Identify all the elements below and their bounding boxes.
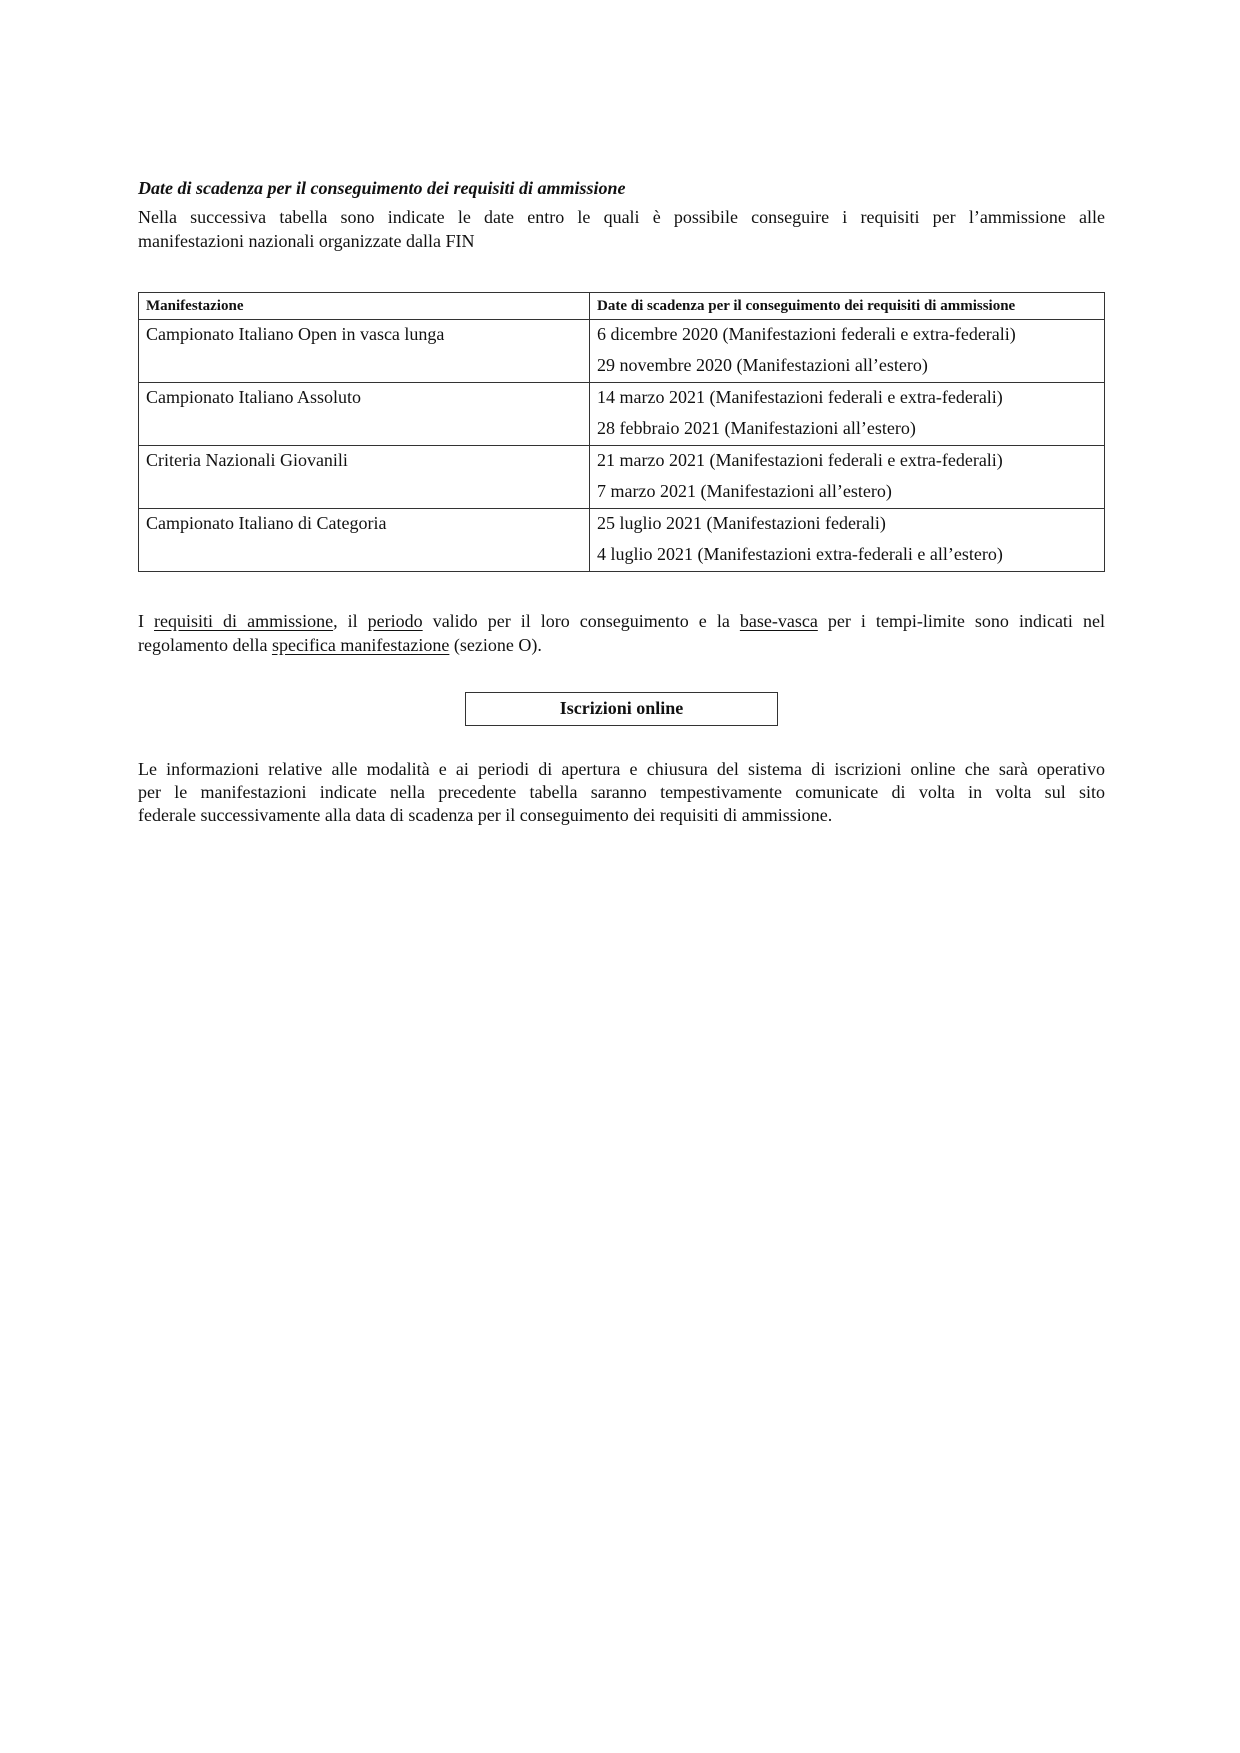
date-line: 28 febbraio 2021 (Manifestazioni all’estero) xyxy=(597,418,916,438)
link-periodo: periodo xyxy=(367,611,423,631)
dates-cell xyxy=(590,446,1105,509)
date-line: 7 marzo 2021 (Manifestazioni all’estero) xyxy=(597,481,892,501)
requirements-note xyxy=(138,609,1105,657)
date-line: 6 dicembre 2020 (Manifestazioni federali e extra-federali) xyxy=(597,324,1016,344)
header-manifestazione: Manifestazione xyxy=(139,293,590,320)
link-requisiti-di-ammissione: requisiti di ammissione xyxy=(154,611,334,631)
event-cell xyxy=(139,446,590,509)
header-date-di-scadenza: Date di scadenza per il conseguimento dei requisiti di ammissione xyxy=(590,293,1105,320)
dates-cell xyxy=(590,383,1105,446)
date-line: 21 marzo 2021 (Manifestazioni federali e extra-federali) xyxy=(597,450,1003,470)
intro-line-2: manifestazioni nazionali organizzate dalla FIN xyxy=(138,231,475,251)
event-name: Criteria Nazionali Giovanili xyxy=(146,450,348,470)
iscrizioni-online-title: Iscrizioni online xyxy=(465,692,778,726)
link-base-vasca: base-vasca xyxy=(739,611,818,631)
table-row xyxy=(139,509,1105,572)
info-line-3: federale successivamente alla data di scadenza per il conseguimento dei requisiti di ammissione. xyxy=(138,805,833,825)
date-line: 25 luglio 2021 (Manifestazioni federali) xyxy=(597,513,886,533)
event-cell xyxy=(139,320,590,383)
deadlines-table xyxy=(138,292,1105,572)
table-row xyxy=(139,320,1105,383)
event-name: Campionato Italiano di Categoria xyxy=(146,513,387,533)
event-cell xyxy=(139,509,590,572)
info-line-1: Le informazioni relative alle modalità e ai periodi di apertura e chiusura del sistema di iscrizioni online che sarà operativo xyxy=(138,759,1105,779)
note-text: regolamento della xyxy=(138,635,272,655)
dates-cell xyxy=(590,509,1105,572)
note-text: (sezione O). xyxy=(449,635,542,655)
section-heading: Date di scadenza per il conseguimento dei requisiti di ammissione xyxy=(138,178,626,198)
note-text: per i tempi-limite sono indicati nel xyxy=(817,611,1105,631)
note-line-2 xyxy=(138,633,1105,657)
note-text: , il xyxy=(333,611,368,631)
event-name: Campionato Italiano Assoluto xyxy=(146,387,361,407)
intro-paragraph xyxy=(138,205,1105,253)
date-line: 14 marzo 2021 (Manifestazioni federali e extra-federali) xyxy=(597,387,1003,407)
event-cell xyxy=(139,383,590,446)
link-specifica-manifestazione: specifica manifestazione xyxy=(271,635,450,655)
info-paragraph xyxy=(138,758,1105,827)
event-name: Campionato Italiano Open in vasca lunga xyxy=(146,324,445,344)
note-line-1 xyxy=(138,609,1105,633)
table-row xyxy=(139,446,1105,509)
date-line: 29 novembre 2020 (Manifestazioni all’estero) xyxy=(597,355,928,375)
intro-line-1: Nella successiva tabella sono indicate le date entro le quali è possibile conseguire i requisiti per l’ammissione alle xyxy=(138,207,1105,227)
date-line: 4 luglio 2021 (Manifestazioni extra-federali e all’estero) xyxy=(597,544,1003,564)
dates-cell xyxy=(590,320,1105,383)
note-text: valido per il loro conseguimento e la xyxy=(422,611,740,631)
note-text: I xyxy=(138,611,155,631)
table-header-row xyxy=(139,293,1105,320)
info-line-2: per le manifestazioni indicate nella precedente tabella saranno tempestivamente comunicate di volta in volta sul sito xyxy=(138,782,1105,802)
table-row xyxy=(139,383,1105,446)
